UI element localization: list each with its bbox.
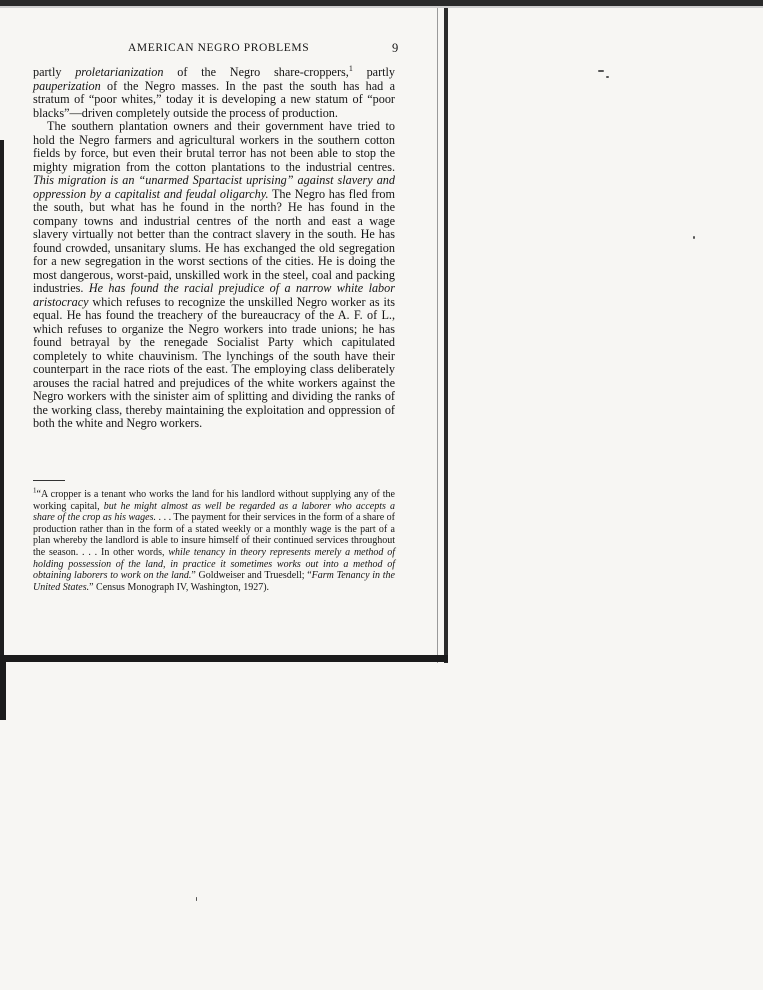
text-run: The southern plantation owners and their government have tried to hold the Negro farmers and agricultural workers in the southern cotton fields by force, but even their brutal terror has not been able to stop the mighty migration from the cotton plantations to the industrial centres. [33,119,395,174]
body-text [33,63,396,431]
text-run: . . . The payment for their services in the form of a share of production rather than in the form of a stated weekly or a monthly wage is the part of a plan whereby the landlord is able to insure himself of their continued services throughout the season. . . . In other words, [33,512,395,558]
page-gutter-line [437,8,438,663]
italic-title: Farm Tenancy in the United States. [33,570,395,593]
footnote-marker: 1 [348,63,353,73]
scan-bottom-left-corner [0,662,6,720]
footnote-number: 1 [33,486,37,495]
text-run: partly [352,65,396,79]
scan-speck [598,70,604,72]
text-run: ” Census Monograph IV, Washington, 1927). [89,581,270,593]
page-number: 9 [392,41,399,55]
italic-passage: but he might almost as well be regarded as a laborer who accepts a share of the crop as his wages. [33,500,395,524]
italic-passage: while tenancy in theory represents merely a method of holding possession of the land, in practice it sometimes works out into a method of obtaining laborers to work on the land. [33,546,395,582]
scan-speck [606,76,609,78]
scan-speck [196,897,197,901]
scan-page-bottom-border [0,655,448,662]
text-run: partly [33,65,76,79]
footnote [33,486,395,593]
text-run: of the Negro masses. In the past the south has had a stratum of “poor whites,” today it is developing a new statum of “poor blacks”—driven completely outside the process of production. [33,78,395,120]
text-run: “A cropper is a tenant who works the land for his landlord without supplying any of the working capital, [33,489,395,512]
scan-left-edge [0,140,4,665]
italic-term: pauperization [33,78,101,93]
text-run: of the Negro share-croppers, [163,65,349,79]
text-run: ” Goldweiser and Truesdell; “ [191,570,312,582]
scan-page-right-border [444,8,448,663]
running-head: AMERICAN NEGRO PROBLEMS [128,42,310,54]
page-header [0,42,437,60]
text-run: which refuses to recognize the unskilled Negro worker as its equal. He has found the treachery of the bureaucracy of the A. F. of L., which refuses to organize the Negro workers into trade unions; he has found betrayal by the renegade Socialist Party which capitulated completely to white chauvinism. The lynchings of the south have their counterpart in the race riots of the east. The employing class deliberately arouses the racial hatred and prejudices of the white workers against the Negro workers with the sinister aim of splitting and dividing the ranks of the working class, thereby maintaining the exploitation and oppression of both the white and Negro workers. [33,294,395,430]
italic-passage: He has found the racial prejudice of a narrow white labor aristocracy [33,281,395,309]
text-run: The Negro has fled from the south, but what has he found in the north? He has found in the company towns and industrial centres of the north and east a wage slavery virtually not better than the contract slavery in the south. He has found crowded, unsanitary slums. He has exchanged the old segregation for a new segregation in the worst sections of the cities. He is doing the most dangerous, worst-paid, unskilled work in the steel, coal and packing industries. [33,186,395,295]
footnote-rule [33,480,65,481]
scan-top-shadow [0,6,763,8]
scan-speck [693,236,695,239]
italic-term: proletarianization [75,65,164,79]
paragraph-2 [33,120,395,431]
paragraph-1 [33,63,396,120]
italic-passage: This migration is an “unarmed Spartacist uprising” against slavery and oppression by a capitalist and feudal oligarchy. [33,173,395,201]
